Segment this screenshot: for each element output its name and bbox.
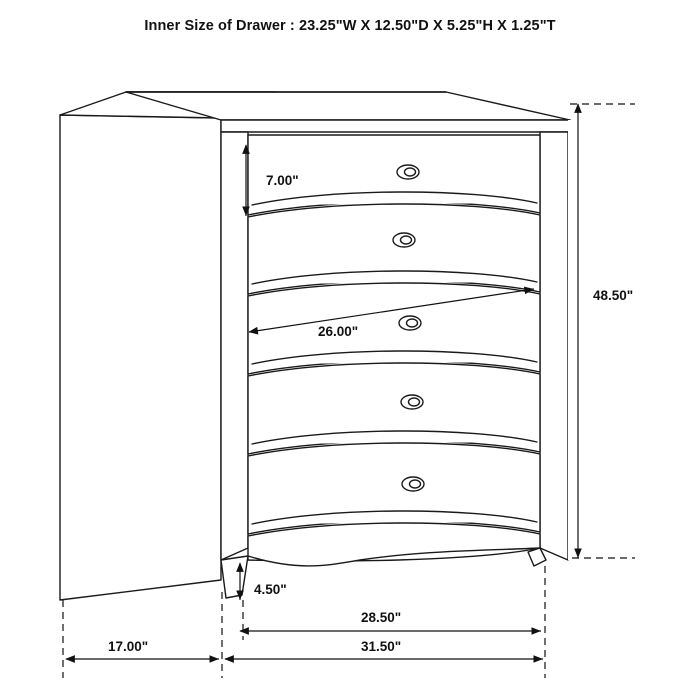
drawer-front-5 — [248, 443, 540, 534]
left-front-stile — [221, 132, 248, 560]
right-front-leg — [528, 548, 546, 566]
top-front-edge — [221, 120, 570, 132]
right-side-panel — [568, 120, 590, 560]
dimension-label-total-width: 31.50" — [361, 639, 402, 654]
bottom-apron — [248, 523, 540, 566]
drawer-front-2 — [248, 204, 540, 294]
left-front-leg — [221, 556, 248, 598]
dimension-label-drawer-width: 26.00" — [318, 324, 359, 339]
dimension-label-front-width: 28.50" — [361, 610, 402, 625]
drawer-front-3 — [248, 283, 540, 374]
dimension-label-depth: 17.00" — [108, 639, 149, 654]
dimension-label-total-height: 48.50" — [593, 288, 634, 303]
drawer-front-4 — [248, 363, 540, 454]
right-front-stile — [540, 132, 568, 560]
page-title: Inner Size of Drawer : 23.25"W X 12.50"D X 5.25"H X 1.25"T — [144, 18, 556, 34]
dimension-label-leg-height: 4.50" — [254, 582, 287, 597]
dimension-label-drawer-height: 7.00" — [266, 173, 299, 188]
